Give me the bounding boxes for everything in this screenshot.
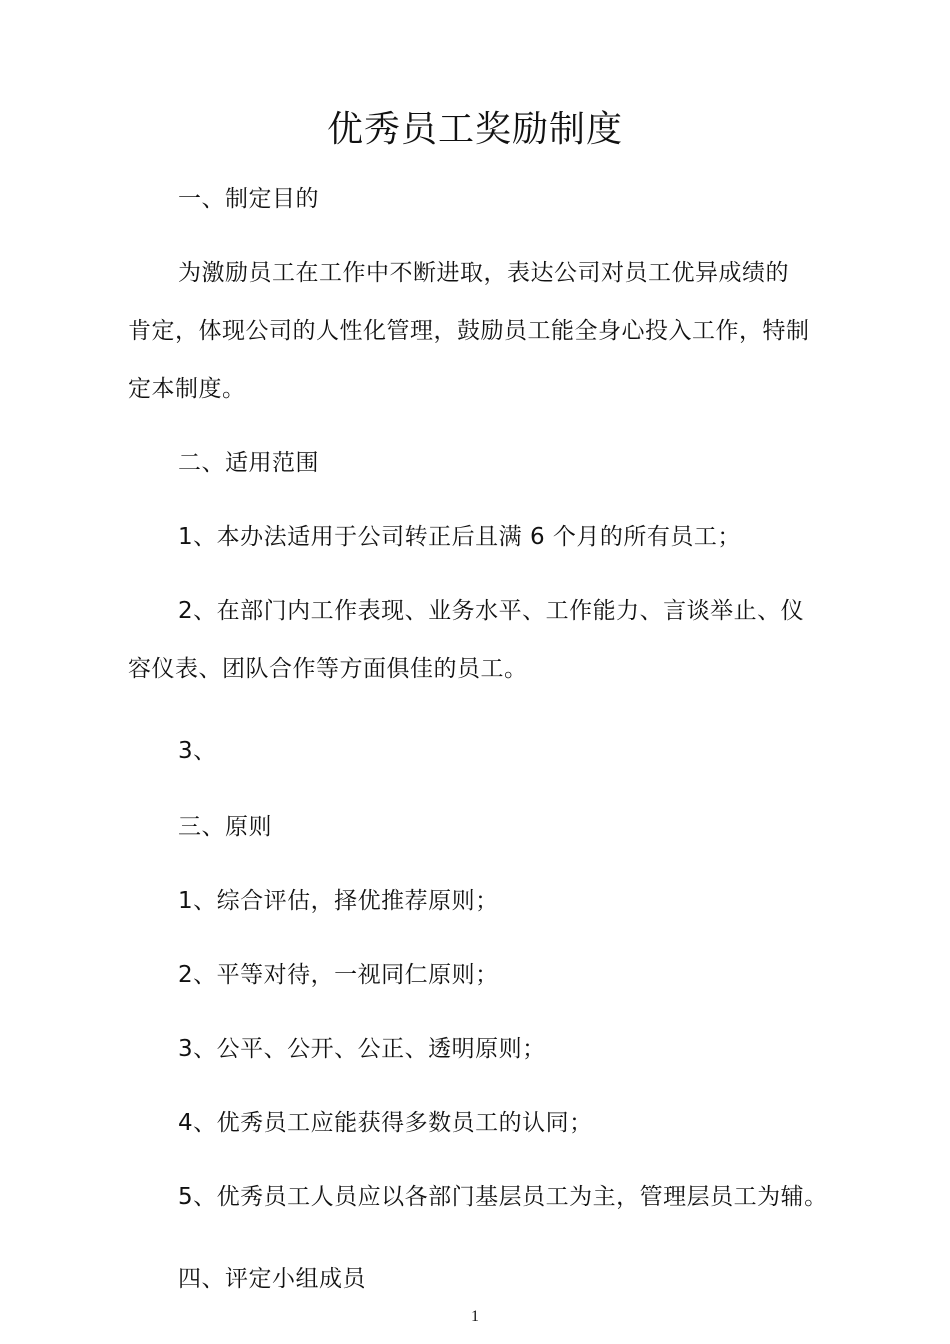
list-item: 2、平等对待，一视同仁原则； bbox=[178, 962, 499, 988]
paragraph-line: 肯定，体现公司的人性化管理，鼓励员工能全身心投入工作，特制 bbox=[128, 318, 810, 344]
section-heading: 四、评定小组成员 bbox=[178, 1266, 366, 1292]
list-item: 4、优秀员工应能获得多数员工的认同； bbox=[178, 1110, 593, 1136]
page-number: 1 bbox=[471, 1308, 479, 1325]
list-item: 3、公平、公开、公正、透明原则； bbox=[178, 1036, 546, 1062]
list-item: 5、优秀员工人员应以各部门基层员工为主，管理层员工为辅。 bbox=[178, 1184, 828, 1210]
paragraph-line: 定本制度。 bbox=[128, 376, 246, 402]
document-title: 优秀员工奖励制度 bbox=[326, 109, 623, 150]
list-item: 2、在部门内工作表现、业务水平、工作能力、言谈举止、仪 bbox=[178, 598, 805, 624]
list-item: 3、 bbox=[178, 738, 217, 764]
section-heading: 三、原则 bbox=[178, 814, 272, 840]
list-item: 1、本办法适用于公司转正后且满 6 个月的所有员工； bbox=[178, 524, 741, 550]
list-item: 1、综合评估，择优推荐原则； bbox=[178, 888, 499, 914]
section-heading: 一、制定目的 bbox=[178, 186, 319, 212]
section-heading: 二、适用范围 bbox=[178, 450, 319, 476]
list-item-continuation: 容仪表、团队合作等方面俱佳的员工。 bbox=[128, 656, 528, 682]
paragraph-line: 为激励员工在工作中不断进取，表达公司对员工优异成绩的 bbox=[178, 260, 789, 286]
